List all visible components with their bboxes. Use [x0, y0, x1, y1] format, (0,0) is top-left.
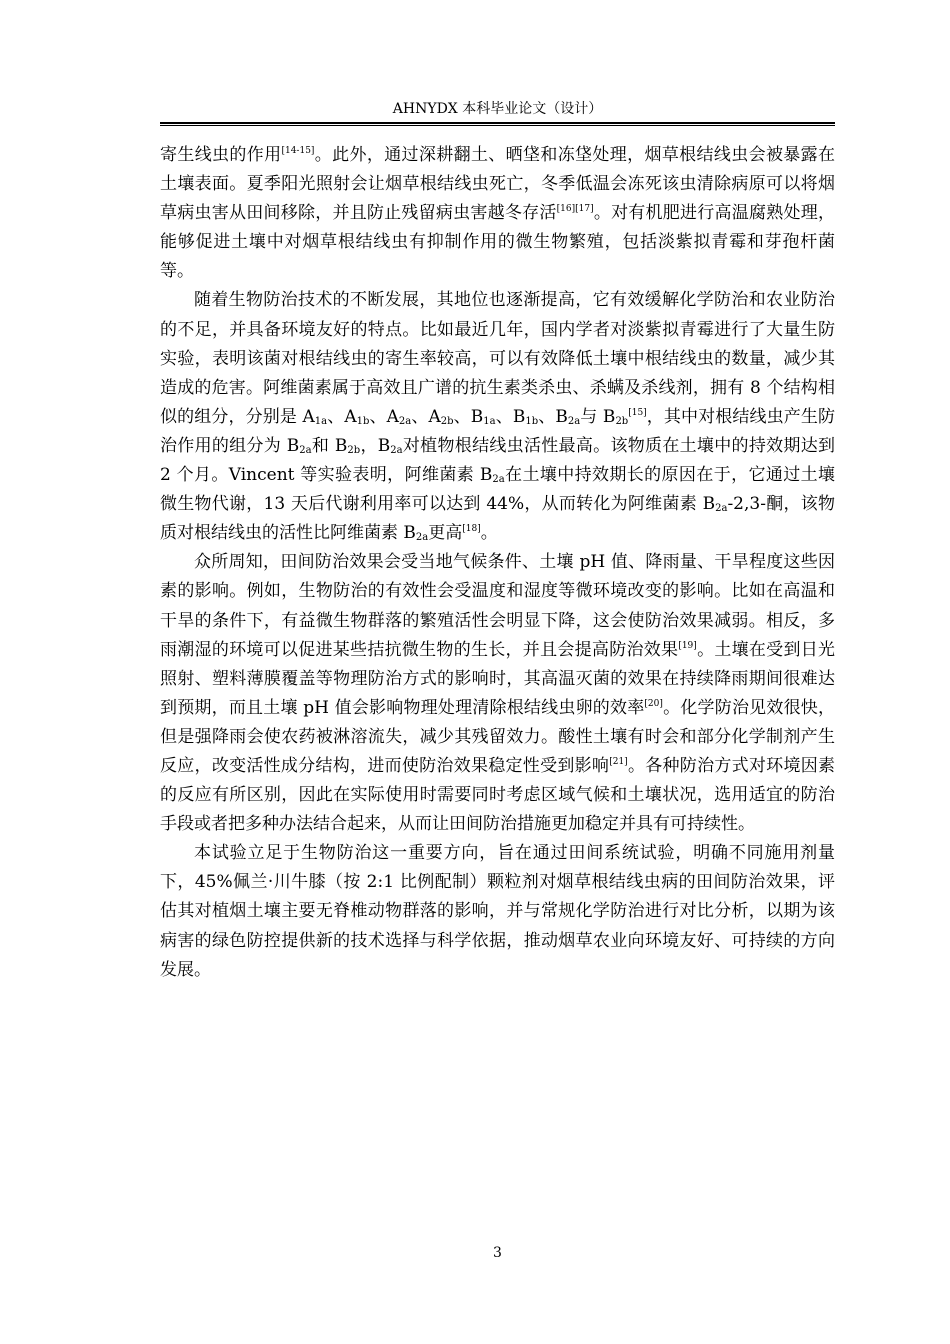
- text-run: ，其中对根结线虫产生防治作用的组分为 B: [160, 406, 836, 456]
- subscript: 2a: [390, 444, 403, 456]
- text-run: 、B: [538, 406, 568, 427]
- citation-marker: [18]: [462, 524, 481, 535]
- subscript: 2b: [440, 415, 454, 427]
- text-run: 。: [480, 523, 498, 544]
- citation-marker: [20]: [644, 698, 663, 709]
- text-run: 。各种防治方式对环境因素的反应有所区别，因此在实际使用时需要同时考虑区域气候和土壤状况，选用适宜的防治手段或者把多种办法结合起来，从而让田间防治措施更加稳定并具有可持续性。: [160, 755, 836, 835]
- citation-marker: [19]: [678, 640, 697, 651]
- paragraph-2: [160, 286, 835, 548]
- text-run: 在土壤中持效期长的原因在于，它通过土壤微生物代谢，13 天后代谢利用率可以达到 44%，从而转化为阿维菌素 B: [160, 465, 836, 515]
- body-text: [160, 141, 835, 985]
- subscript: 2a: [415, 532, 429, 544]
- subscript: 2a: [715, 503, 728, 515]
- page-number: 3: [493, 1245, 502, 1261]
- citation-marker: [14-15]: [281, 146, 315, 156]
- text-run: 、A: [411, 406, 441, 427]
- subscript: 1b: [525, 415, 539, 427]
- paragraph-1: [160, 141, 835, 286]
- text-run: -2,3-酮，该物质对根结线虫的活性比阿维菌素 B: [160, 494, 835, 544]
- header-rule-thick: [160, 122, 835, 124]
- header-rule-thin: [160, 125, 835, 126]
- subscript: 1a: [314, 415, 328, 427]
- text-run: 。化学防治见效很快，但是强降雨会使农药被淋溶流失，减少其残留效力。酸性土壤有时会和部分化学制剂产生反应，改变活性成分结构，进而使防治效果稳定性受到影响: [160, 697, 836, 776]
- subscript: 2a: [398, 415, 412, 427]
- paragraph-3: [160, 548, 835, 839]
- page-header: AHNYDX 本科毕业论文（设计）: [392, 101, 603, 117]
- text-run: 更高: [428, 523, 463, 544]
- text-run: 、A: [327, 406, 357, 427]
- text-run: 对植物根结线虫活性最高。该物质在土壤中的持效期达到 2 个月。Vincent 等实验表明，阿维菌素 B: [160, 435, 836, 486]
- text-run: 、B: [495, 406, 526, 427]
- paragraph-4: [160, 839, 835, 984]
- text-run: 随着生物防治技术的不断发展，其地位也逐渐提高，它有效缓解化学防治和农业防治的不足，并具备环境友好的特点。比如最近几年，国内学者对淡紫拟青霉进行了大量生防实验，表明该菌对根结线虫的寄生率较高，可以有效降低土壤中根结线虫的数量，减少其造成的危害。阿维菌素属于高效且广谱的抗生素类杀虫、杀螨及杀线剂，拥有 8 个结构相似的组分，分别是 A: [160, 290, 835, 427]
- subscript: 2b: [347, 444, 361, 456]
- text-run: 。土壤在受到日光照射、塑料薄膜覆盖等物理防治方式的影响时，其高温灭菌的效果在持续降雨期间很难达到预期，而且土壤 pH 值会影响物理处理清除根结线虫卵的效率: [160, 639, 836, 718]
- text-run: ，B: [360, 435, 391, 456]
- text-run: 寄生线虫的作用: [160, 145, 282, 165]
- subscript: 2a: [299, 444, 312, 456]
- citation-marker: [15]: [628, 407, 647, 418]
- citation-marker: [16][17]: [556, 204, 594, 215]
- citation-marker: [21]: [609, 756, 628, 767]
- text-run: 。对有机肥进行高温腐熟处理，能够促进土壤中对烟草根结线虫有抑制作用的微生物繁殖，包括淡紫拟青霉和芽孢杆菌等。: [160, 203, 836, 282]
- subscript: 1a: [483, 415, 496, 427]
- text-run: 众所周知，田间防治效果会受当地气候条件、土壤 pH 值、降雨量、干旱程度这些因素的影响。例如，生物防治的有效性会受温度和湿度等微环境改变的影响。比如在高温和干旱的条件下，有益微生物群落的繁殖活性会明显下降，这会使防治效果减弱。相反，多雨潮湿的环境可以促进某些拮抗微生物的生长，并且会提高防治效果: [160, 552, 835, 660]
- subscript: 2b: [615, 415, 629, 427]
- text-run: 与 B: [580, 406, 616, 427]
- text-run: 、A: [369, 406, 399, 427]
- subscript: 2a: [492, 474, 505, 486]
- text-run: 。此外，通过深耕翻土、晒垡和冻垡处理，烟草根结线虫会被暴露在土壤表面。夏季阳光照射会让烟草根结线虫死亡，冬季低温会冻死该虫清除病原可以将烟草病虫害从田间移除，并且防止残留病虫害越冬存活: [160, 145, 836, 224]
- text-run: 本试验立足于生物防治这一重要方向，旨在通过田间系统试验，明确不同施用剂量下，45%佩兰·川牛膝（按 2:1 比例配制）颗粒剂对烟草根结线虫病的田间防治效果，评估其对植烟土壤主要无脊椎动物群落的影响，并与常规化学防治进行对比分析，以期为该病害的绿色防控提供新的技术选择与科学依据，推动烟草农业向环境友好、可持续的方向发展。: [160, 843, 835, 980]
- text-run: 、B: [453, 406, 484, 427]
- subscript: 2a: [567, 415, 581, 427]
- text-run: 和 B: [311, 435, 348, 456]
- subscript: 1b: [356, 415, 370, 427]
